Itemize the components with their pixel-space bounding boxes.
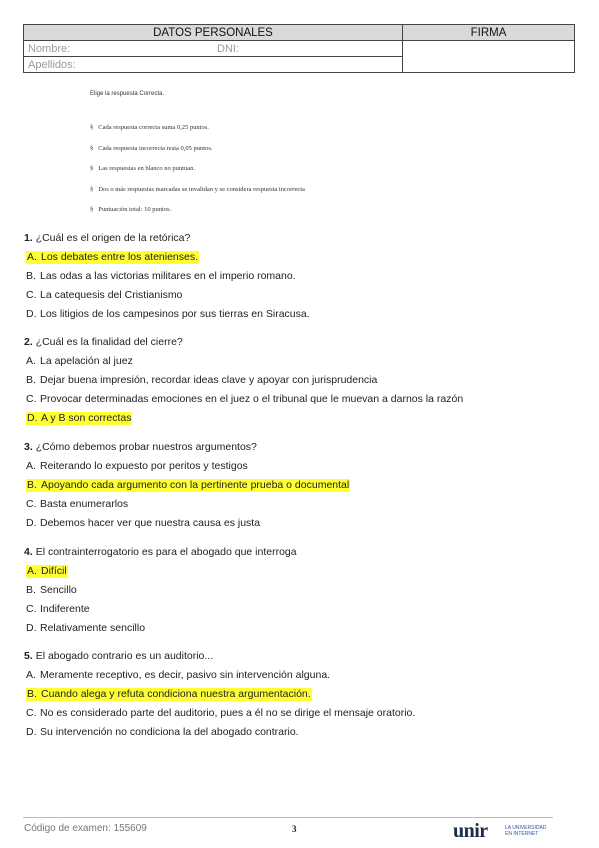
answer-option[interactable]: B. Sencillo (26, 584, 77, 596)
logo-tagline: LA UNIVERSIDAD EN INTERNET (505, 825, 547, 837)
exam-code: Código de examen: 155609 (24, 823, 147, 834)
section-bullet-icon: § (90, 165, 94, 172)
unir-logo: unir (453, 820, 488, 842)
section-bullet-icon: § (90, 185, 94, 193)
rule-item: § Cada respuesta incorrecta resta 0,05 puntos. (90, 144, 213, 152)
answer-option[interactable]: D. Debemos hacer ver que nuestra causa es justa (26, 517, 261, 529)
question-title: 5. El abogado contrario es un auditorio... (24, 650, 214, 662)
firma-header: FIRMA (403, 25, 575, 41)
question-5 (24, 650, 415, 745)
rule-item: § Puntuación total: 10 puntos. (90, 206, 172, 213)
question-3 (24, 441, 350, 536)
question-title: 4. El contrainterrogatorio es para el abogado que interroga (24, 546, 297, 558)
answer-option[interactable]: D. Los litigios de los campesinos por sus tierras en Siracusa. (26, 308, 310, 320)
answer-option[interactable]: A. Meramente receptivo, es decir, pasivo sin intervención alguna. (26, 669, 331, 681)
firma-box (403, 41, 575, 73)
question-4 (24, 546, 297, 641)
answer-option[interactable]: D. Su intervención no condiciona la del abogado contrario. (26, 726, 299, 738)
section-bullet-icon: § (90, 124, 94, 131)
question-title: 2. ¿Cuál es la finalidad del cierre? (24, 336, 183, 348)
dni-label: DNI: (217, 42, 239, 55)
answer-option[interactable]: A. Los debates entre los atenienses. (27, 251, 199, 263)
answer-option[interactable]: B. Cuando alega y refuta condiciona nuestra argumentación. (27, 688, 311, 700)
answer-option[interactable]: B. Las odas a las victorias militares en el imperio romano. (26, 270, 296, 282)
nombre-dni-row (24, 41, 403, 57)
rule-item: § Dos o más respuestas marcadas se invalidan y se considera respuesta incorrecta (90, 185, 305, 193)
datos-personales-header: DATOS PERSONALES (24, 25, 403, 41)
answer-option[interactable]: A. Difícil (27, 565, 67, 577)
answer-option[interactable]: A. La apelación al juez (26, 355, 133, 367)
rule-item: § Cada respuesta correcta suma 0,25 puntos. (90, 124, 209, 131)
page-number: 3 (292, 824, 297, 834)
answer-option[interactable]: C. La catequesis del Cristianismo (26, 289, 183, 301)
section-bullet-icon: § (90, 206, 94, 213)
answer-option[interactable]: C. Indiferente (26, 603, 90, 615)
footer-divider (23, 817, 553, 818)
nombre-label: Nombre: (28, 42, 71, 55)
answer-option[interactable]: D. A y B son correctas (27, 412, 132, 424)
question-title: 1. ¿Cuál es el origen de la retórica? (24, 232, 191, 244)
answer-option[interactable]: B. Dejar buena impresión, recordar ideas clave y apoyar con jurisprudencia (26, 374, 378, 386)
personal-data-table (23, 24, 575, 73)
rule-item: § Las respuestas en blanco no puntuan. (90, 165, 196, 172)
answer-option[interactable]: B. Apoyando cada argumento con la pertinente prueba o documental (27, 479, 350, 491)
instructions-heading: Elige la respuesta Correcta. (90, 91, 165, 97)
answer-option[interactable]: C. Basta enumerarlos (26, 498, 129, 510)
section-bullet-icon: § (90, 144, 94, 152)
question-2 (24, 336, 463, 431)
answer-option[interactable]: A. Reiterando lo expuesto por peritos y testigos (26, 460, 248, 472)
question-title: 3. ¿Cómo debemos probar nuestros argumentos? (24, 441, 257, 453)
rules-list (90, 124, 305, 227)
apellidos-label: Apellidos: (28, 58, 76, 71)
question-1 (24, 232, 310, 327)
answer-option[interactable]: C. No es considerado parte del auditorio, pues a él no se dirige el mensaje oratorio. (26, 707, 416, 719)
answer-option[interactable]: C. Provocar determinadas emociones en el juez o el tribunal que le muevan a darnos la razón (26, 393, 464, 405)
apellidos-row (24, 57, 403, 73)
answer-option[interactable]: D. Relativamente sencillo (26, 622, 146, 634)
